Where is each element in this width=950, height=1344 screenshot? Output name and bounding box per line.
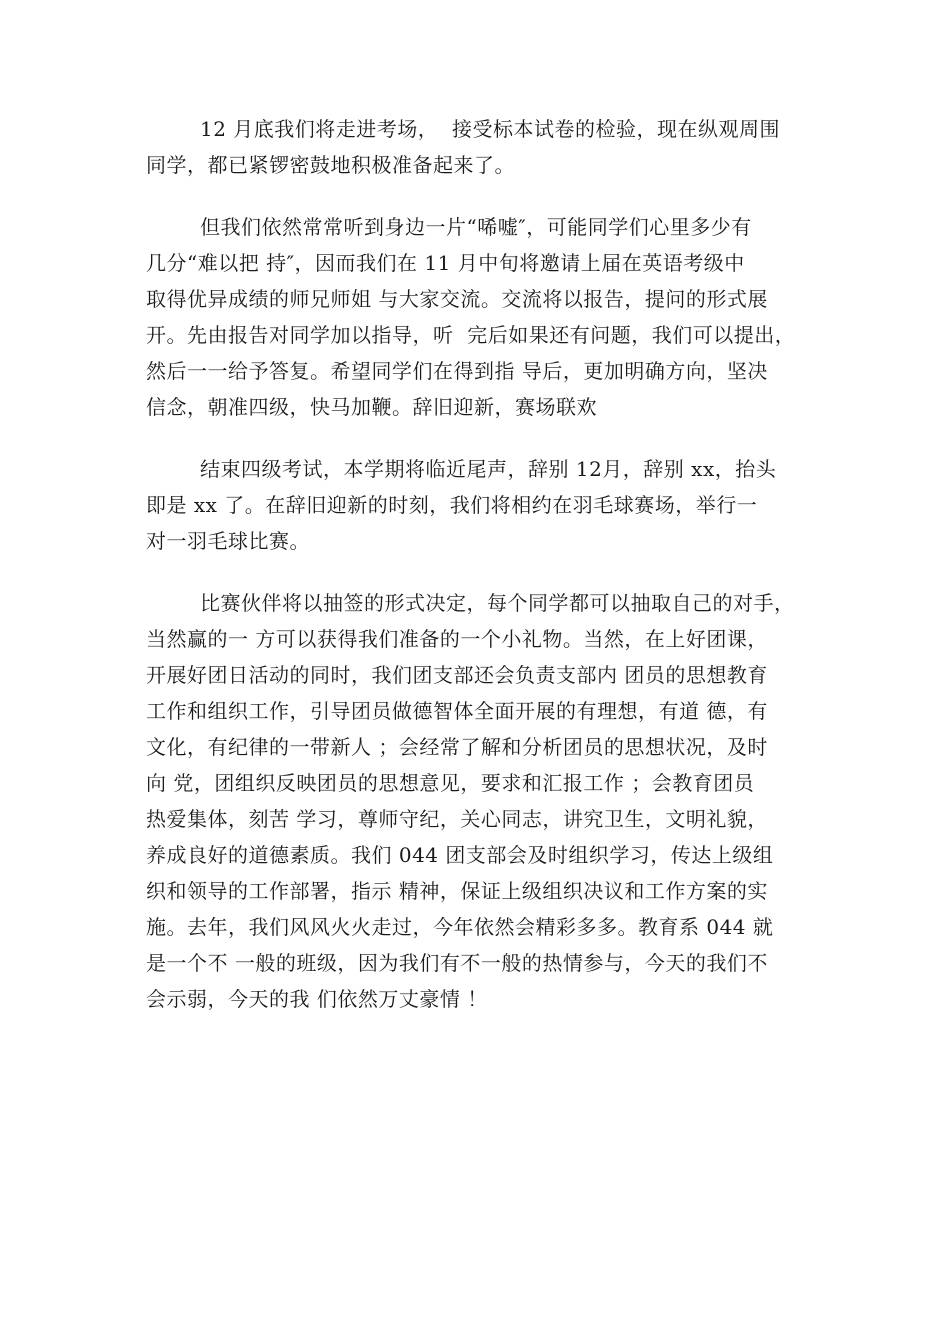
paragraph-exam-preparation: [146, 111, 780, 183]
text-line: 当然赢的一 方可以获得我们准备的一个小礼物。当然，在上好团课，: [146, 627, 768, 651]
text-line: 热爱集体，刻苦 学习，尊师守纪，关心同志，讲究卫生，文明礼貌，: [146, 807, 768, 831]
text-line: 织和领导的工作部署，指示 精神，保证上级组织决议和工作方案的实: [146, 879, 768, 903]
text-line: 工作和组织工作，引导团员做德智体全面开展的有理想，有道 德，有: [146, 699, 768, 723]
text-line: 养成良好的道德素质。我们 044 团支部会及时组织学习，传达上级组: [146, 843, 774, 867]
text-line: 即是 xx 了。在辞旧迎新的时刻，我们将相约在羽毛球赛场，举行一: [146, 493, 758, 517]
text-line: 是一个不 一般的班级，因为我们有不一般的热情参与，今天的我们不: [146, 951, 768, 975]
paragraph-senior-exchange: [146, 209, 795, 425]
text-line: 开。先由报告对同学加以指导，听 完后如果还有问题，我们可以提出，: [146, 323, 796, 347]
text-line: 会示弱，今天的我 们依然万丈豪情 ！: [146, 987, 488, 1011]
text-line: 信念，朝准四级，快马加鞭。辞旧迎新，赛场联欢: [146, 395, 597, 419]
text-line: 12 月底我们将走进考场， 接受标本试卷的检验，现在纵观周围: [200, 117, 781, 141]
text-line: 向 党，团组织反映团员的思想意见，要求和汇报工作 ；会教育团员: [146, 771, 755, 795]
text-line: 开展好团日活动的同时，我们团支部还会负责支部内 团员的思想教育: [146, 663, 768, 687]
text-line: 同学，都已紧锣密鼓地积极准备起来了。: [146, 153, 515, 177]
text-line: 取得优异成绩的师兄师姐 与大家交流。交流将以报告，提问的形式展: [146, 287, 768, 311]
text-line: 然后一一给予答复。希望同学们在得到指 导后，更加明确方向，坚决: [146, 359, 768, 383]
text-line: 比赛伙伴将以抽签的形式决定，每个同学都可以抽取自己的对手，: [200, 591, 795, 615]
paragraph-badminton-event: [146, 451, 776, 559]
text-line: 文化，有纪律的一带新人 ；会经常了解和分析团员的思想状况，及时: [146, 735, 768, 759]
text-line: 但我们依然常常听到身边一片“唏嘘″，可能同学们心里多少有: [200, 215, 752, 239]
text-line: 对一羽毛球比赛。: [146, 529, 310, 553]
paragraph-league-work: [146, 585, 795, 1017]
text-line: 施。去年，我们风风火火走过，今年依然会精彩多多。教育系 044 就: [146, 915, 774, 939]
text-line: 几分“难以把 持″，因而我们在 11 月中旬将邀请上届在英语考级中: [146, 251, 745, 275]
text-line: 结束四级考试，本学期将临近尾声，辞别 12月，辞别 xx，抬头: [200, 457, 777, 481]
